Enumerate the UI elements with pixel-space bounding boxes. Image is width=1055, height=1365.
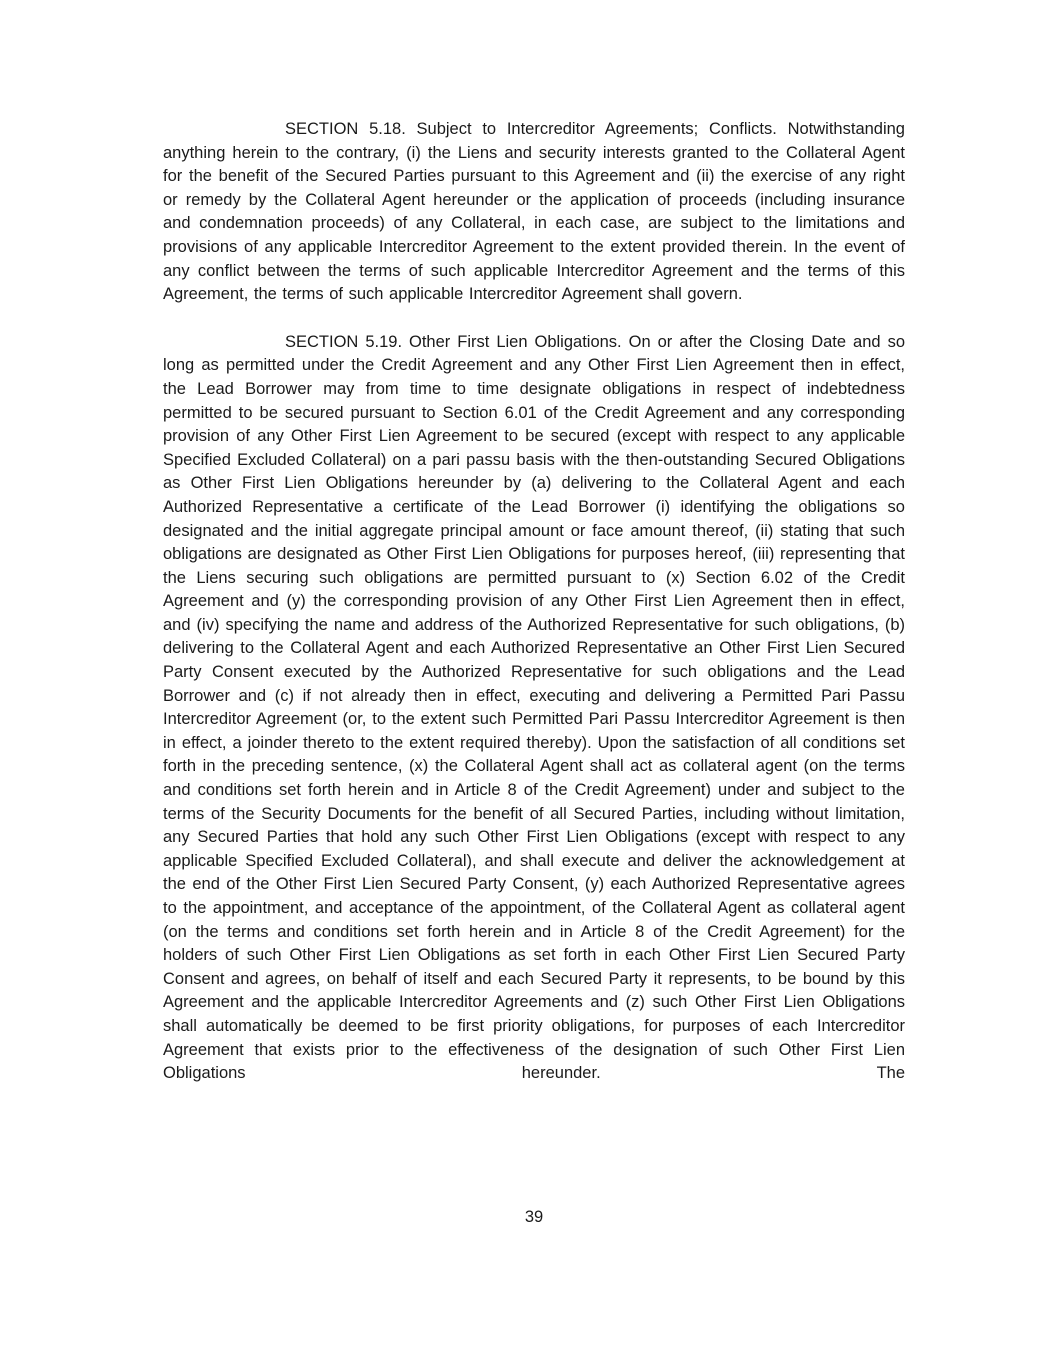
paragraph-section-5-19: SECTION 5.19. Other First Lien Obligations. On or after the Closing Date and so long as permitted under the Credit Agreement and any Other First Lien Agreement then in effect, the Lead Borrower may from time to time designate obligations in respect of indebtedness permitted to be secured pursuant to Section 6.01 of the Credit Agreement and any corresponding provision of any Other First Lien Agreement to be secured (except with respect to any applicable Specified Excluded Collateral) on a pari passu basis with the then-outstanding Secured Obligations as Other First Lien Obligations hereunder by (a) delivering to the Collateral Agent and each Authorized Representative a certificate of the Lead Borrower (i) identifying the obligations so designated and the initial aggregate principal amount or face amount thereof, (ii) stating that such obligations are designated as Other First Lien Obligations for purposes hereof, (iii) representing that the Liens securing such obligations are permitted pursuant to (x) Section 6.02 of the Credit Agreement and (y) the corresponding provision of any Other First Lien Agreement then in effect, and (iv) specifying the name and address of the Authorized Representative for such obligations, (b) delivering to the Collateral Agent and each Authorized Representative an Other First Lien Secured Party Consent executed by the Authorized Representative for such obligations and the Lead Borrower and (c) if not already then in effect, executing and delivering a Permitted Pari Passu Intercreditor Agreement (or, to the extent such Permitted Pari Passu Intercreditor Agreement is then in effect, a joinder thereto to the extent required thereby). Upon the satisfaction of all conditions set forth in the preceding sentence, (x) the Collateral Agent shall act as collateral agent (on the terms and conditions set forth herein and in Article 8 of the Credit Agreement) under and subject to the terms of the Security Documents for the benefit of all Secured Parties, including without limitation, any Secured Parties that hold any such Other First Lien Obligations (except with respect to any applicable Specified Excluded Collateral), and shall execute and deliver the acknowledgement at the end of the Other First Lien Secured Party Consent, (y) each Authorized Representative agrees to the appointment, and acceptance of the appointment, of the Collateral Agent as collateral agent (on the terms and conditions set forth herein and in Article 8 of the Credit Agreement) for the holders of such Other First Lien Obligations as set forth in each Other First Lien Secured Party Consent and agrees, on behalf of itself and each Secured Party it represents, to be bound by this Agreement and the applicable Intercreditor Agreements and (z) such Other First Lien Obligations shall automatically be deemed to be first priority obligations, for purposes of each Intercreditor Agreement that exists prior to the effectiveness of the designation of such Other First Lien Obligations hereunder. The [163, 332, 905, 1083]
page-content [163, 118, 905, 1086]
paragraph-section-5-18: SECTION 5.18. Subject to Intercreditor Agreements; Conflicts. Notwithstanding anything herein to the contrary, (i) the Liens and security interests granted to the Collateral Agent for the benefit of the Secured Parties pursuant to this Agreement and (ii) the exercise of any right or remedy by the Collateral Agent hereunder or the application of proceeds (including insurance and condemnation proceeds) of any Collateral, in each case, are subject to the limitations and provisions of any applicable Intercreditor Agreement to the extent provided therein. In the event of any conflict between the terms of such applicable Intercreditor Agreement and the terms of this Agreement, the terms of such applicable Intercreditor Agreement shall govern. [163, 120, 905, 304]
page-number: 39 [524, 1208, 544, 1226]
